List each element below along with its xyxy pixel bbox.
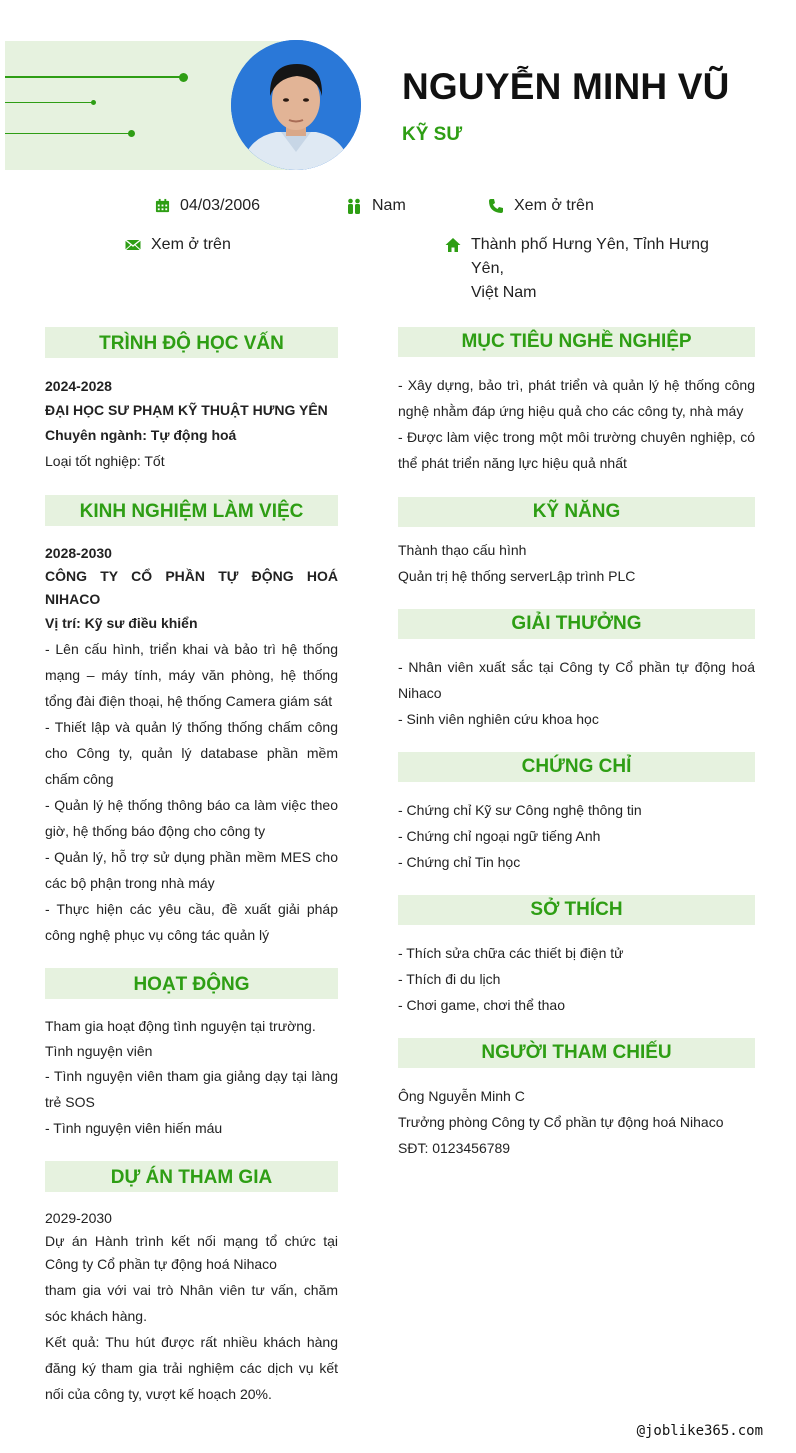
skills-section <box>398 497 755 589</box>
dob-value: 04/03/2006 <box>180 197 261 214</box>
experience-body <box>45 541 338 948</box>
experience-bullet: - Thiết lập và quản lý thống thống chấm công cho Công ty, quản lý database phần mềm chấm công <box>45 719 338 787</box>
activities-body <box>45 1013 338 1141</box>
awards-item: - Sinh viên nghiên cứu khoa học <box>398 711 599 727</box>
activities-intro: Tham gia hoạt động tình nguyện tại trường. <box>45 1018 316 1034</box>
awards-item: - Nhân viên xuất sắc tại Công ty Cổ phần tự động hoá Nihaco <box>398 659 755 701</box>
activities-role: Tình nguyện viên <box>45 1043 153 1059</box>
references-position: Trưởng phòng Công ty Cổ phần tự động hoá Nihaco <box>398 1114 724 1130</box>
candidate-name: NGUYỄN MINH VŨ <box>402 66 730 107</box>
footer-watermark: @joblike365.com <box>636 1423 763 1439</box>
email-info <box>125 233 231 257</box>
certificates-item: - Chứng chỉ Kỹ sư Công nghệ thông tin <box>398 802 642 818</box>
gender-value: Nam <box>372 197 406 214</box>
calendar-icon <box>155 198 170 213</box>
experience-bullet: - Quản lý, hỗ trợ sử dụng phần mềm MES cho các bộ phận trong nhà máy <box>45 849 338 891</box>
mail-icon <box>125 237 141 253</box>
hobbies-item: - Thích sửa chữa các thiết bị điện tử <box>398 945 624 961</box>
objective-bullet: - Được làm việc trong một môi trường chuyên nghiệp, có thể phát triển năng lực hiệu quả nhất <box>398 429 755 471</box>
dob-info <box>155 194 260 218</box>
avatar-portrait <box>231 40 361 170</box>
hobbies-body <box>398 940 755 1018</box>
experience-bullet: - Lên cấu hình, triển khai và bảo trì hệ thống mạng – máy tính, máy văn phòng, hệ thống tổng đài điện thoại, hệ thống Camera giám sát <box>45 641 338 709</box>
experience-position: Vị trí: Kỹ sư điều khiển <box>45 615 198 631</box>
hobbies-item: - Chơi game, chơi thể thao <box>398 997 565 1013</box>
awards-section <box>398 609 755 732</box>
objective-bullet: - Xây dựng, bảo trì, phát triển và quản lý hệ thống công nghệ nhằm đáp ứng hiệu quả cho các công ty, nhà máy <box>398 377 755 419</box>
experience-period: 2028-2030 <box>45 545 112 561</box>
experience-bullet: - Thực hiện các yêu cầu, đề xuất giải pháp công nghệ phục vụ công tác quản lý <box>45 901 338 943</box>
email-value: Xem ở trên <box>151 236 231 253</box>
phone-info <box>488 194 594 218</box>
activities-bullet: - Tình nguyện viên hiến máu <box>45 1120 223 1136</box>
certificates-item: - Chứng chỉ Tin học <box>398 854 521 870</box>
hobbies-item: - Thích đi du lịch <box>398 971 501 987</box>
education-major: Chuyên ngành: Tự động hoá <box>45 427 237 443</box>
phone-icon <box>488 198 504 214</box>
references-section <box>398 1038 755 1161</box>
education-body <box>45 374 338 473</box>
left-column <box>45 327 338 1407</box>
skills-heading: KỸ NĂNG <box>398 497 755 527</box>
projects-section <box>45 1161 338 1407</box>
right-column <box>398 327 755 1161</box>
projects-role: tham gia với vai trò Nhân viên tư vấn, chăm sóc khách hàng. <box>45 1282 338 1324</box>
decor-dot-3 <box>128 130 135 137</box>
activities-bullet: - Tình nguyện viên tham gia giảng dạy tại làng trẻ SOS <box>45 1068 338 1110</box>
skills-body <box>398 537 755 589</box>
skills-item: Thành thạo cấu hình <box>398 542 527 558</box>
decor-line-2 <box>5 102 93 103</box>
objective-body <box>398 372 755 476</box>
experience-company: CÔNG TY CỔ PHẦN TỰ ĐỘNG HOÁ NIHACO <box>45 568 338 607</box>
home-icon <box>445 237 461 253</box>
people-icon <box>346 198 362 214</box>
experience-bullet: - Quản lý hệ thống thông báo ca làm việc theo giờ, hệ thống báo động cho công ty <box>45 797 338 839</box>
projects-body <box>45 1206 338 1407</box>
job-title: KỸ SƯ <box>402 124 463 145</box>
education-section <box>45 327 338 473</box>
address-info <box>445 233 745 305</box>
hobbies-heading: SỞ THÍCH <box>398 895 755 925</box>
address-value <box>471 233 745 305</box>
certificates-section <box>398 752 755 875</box>
decor-line-3 <box>5 133 131 134</box>
decor-line-1 <box>5 76 183 78</box>
address-line-2: Việt Nam <box>471 284 537 301</box>
references-name: Ông Nguyễn Minh C <box>398 1088 525 1104</box>
activities-section <box>45 968 338 1141</box>
projects-period: 2029-2030 <box>45 1210 112 1226</box>
certificates-body <box>398 797 755 875</box>
projects-result: Kết quả: Thu hút được rất nhiều khách hàng đăng ký tham gia trải nghiệm các dịch vụ kết nối của công ty, vượt kế hoạch 20%. <box>45 1334 338 1402</box>
awards-heading: GIẢI THƯỞNG <box>398 609 755 639</box>
decor-dot-1 <box>179 73 188 82</box>
references-heading: NGƯỜI THAM CHIẾU <box>398 1038 755 1068</box>
education-heading: TRÌNH ĐỘ HỌC VẤN <box>45 327 338 358</box>
objective-heading: MỤC TIÊU NGHỀ NGHIỆP <box>398 327 755 357</box>
phone-value: Xem ở trên <box>514 197 594 214</box>
address-line-1: Thành phố Hưng Yên, Tỉnh Hưng Yên, <box>471 236 709 277</box>
activities-heading: HOẠT ĐỘNG <box>45 968 338 999</box>
decor-dot-2 <box>91 100 96 105</box>
hobbies-section <box>398 895 755 1018</box>
references-body <box>398 1083 755 1161</box>
certificates-item: - Chứng chỉ ngoại ngữ tiếng Anh <box>398 828 601 844</box>
experience-section <box>45 495 338 948</box>
experience-heading: KINH NGHIỆM LÀM VIỆC <box>45 495 338 526</box>
objective-section <box>398 327 755 476</box>
education-school: ĐẠI HỌC SƯ PHẠM KỸ THUẬT HƯNG YÊN <box>45 402 328 418</box>
education-grade: Loại tốt nghiệp: Tốt <box>45 453 165 469</box>
references-phone: SĐT: 0123456789 <box>398 1140 511 1156</box>
projects-heading: DỰ ÁN THAM GIA <box>45 1161 338 1192</box>
awards-body <box>398 654 755 732</box>
certificates-heading: CHỨNG CHỈ <box>398 752 755 782</box>
gender-info <box>346 194 406 218</box>
avatar <box>231 40 361 170</box>
projects-name: Dự án Hành trình kết nối mạng tổ chức tại Công ty Cổ phần tự động hoá Nihaco <box>45 1233 338 1272</box>
education-period: 2024-2028 <box>45 378 112 394</box>
skills-item: Quản trị hệ thống serverLập trình PLC <box>398 568 636 584</box>
